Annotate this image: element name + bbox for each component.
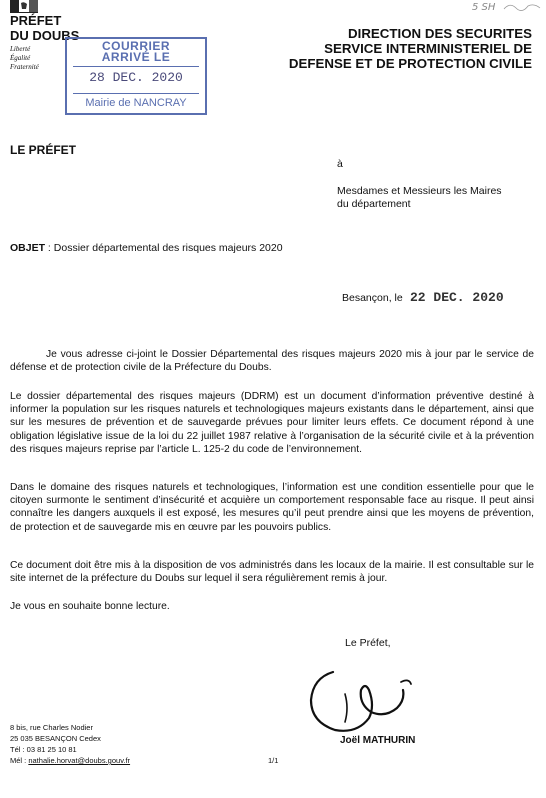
recipient-line-2: du département [337, 198, 411, 210]
handwritten-annotation [470, 0, 546, 19]
marianne-logo [10, 0, 38, 13]
direction-line-3: DEFENSE ET DE PROTECTION CIVILE [288, 56, 532, 71]
reception-stamp [65, 37, 207, 115]
footer-address [10, 722, 130, 766]
body-paragraph-4: Ce document doit être mis à la disposition de vos administrés dans les locaux de la mairie. Il est consultable sur le site internet de la préfecture du Doubs sur lequel il sera régulièrement remis à jour. [10, 560, 534, 585]
stamp-arrive-le: ARRIVÉ LE [101, 50, 171, 64]
place: Besançon, le [342, 292, 403, 304]
signer-title: Le Préfet, [345, 637, 391, 649]
footer-line-3: Tél : 03 81 25 10 81 [10, 745, 77, 754]
prefet-line-2: DU DOUBS [10, 28, 80, 43]
motto-fraternite: Fraternité [10, 63, 39, 71]
stamp-courrier: COURRIER [101, 39, 170, 53]
footer-line-2: 25 035 BESANÇON Cedex [10, 734, 101, 743]
prefet-line-1: PRÉFET [10, 13, 62, 28]
footer-mail-label: Mél : [10, 756, 29, 765]
footer-line-4 [10, 755, 130, 766]
stamp-mairie: Mairie de NANCRAY [85, 97, 187, 109]
page-number: 1/1 [268, 756, 279, 765]
body-paragraph-1: Je vous adresse ci-joint le Dossier Départemental des risques majeurs 2020 mis à jour par le service de défense et de protection civile de la Préfecture du Doubs. [10, 349, 534, 374]
direction-header [262, 26, 532, 71]
stamp-divider [73, 93, 199, 94]
body-paragraph-2: Le dossier départemental des risques majeurs (DDRM) est un document d’information préventive destiné à informer la population sur les risques naturels et technologiques majeurs existants dans le département, ainsi que sur les mesures de prévention et de sauvegarde prévues pour limiter leurs effets. Ce document répond à une obligation législative issue de la loi du 22 juillet 1987 relative à l’organisation de la sécurité civile et à la prévention des risques majeurs reprise par l’article L. 125-2 du code de l’environnement. [10, 391, 534, 455]
direction-line-2: SERVICE INTERMINISTERIEL DE [324, 41, 532, 56]
recipient-line-1: Mesdames et Messieurs les Maires [337, 185, 502, 197]
motto-egalite: Égalité [10, 54, 31, 62]
svg-text:5 SH: 5 SH [472, 2, 496, 13]
direction-line-1: DIRECTION DES SECURITES [348, 26, 532, 41]
subject-text: : Dossier départemental des risques majeurs 2020 [45, 242, 283, 254]
handwritten-signature [305, 660, 445, 745]
recipient-block [337, 185, 502, 211]
footer-mail-link[interactable]: nathalie.horvat@doubs.gouv.fr [28, 756, 131, 765]
body-paragraph-5: Je vous en souhaite bonne lecture. [10, 601, 170, 612]
motto-liberte: Liberté [10, 45, 31, 53]
recipient-a: à [337, 158, 343, 170]
body-paragraph-3: Dans le domaine des risques naturels et technologiques, l’information est une condition essentielle pour que le citoyen surmonte le sentiment d’insécurité et acquière un comportement responsable face au risque. Il peut ainsi connaître les dangers auxquels il est exposé, les mesures qu’il peut prendre ainsi que les moyens de prévention, de protection et de sauvegarde mis en œuvre par les pouvoirs publics. [10, 482, 534, 533]
date-stamp: 22 DEC. 2020 [410, 290, 504, 305]
stamp-date: 28 DEC. 2020 [89, 70, 183, 85]
republic-motto [10, 45, 39, 72]
footer-line-1: 8 bis, rue Charles Nodier [10, 723, 93, 732]
signer-name: Joël MATHURIN [340, 735, 416, 746]
stamp-divider [73, 66, 199, 67]
sender-heading: LE PRÉFET [10, 143, 77, 157]
subject-label: OBJET [10, 242, 46, 254]
subject-line [10, 242, 283, 254]
